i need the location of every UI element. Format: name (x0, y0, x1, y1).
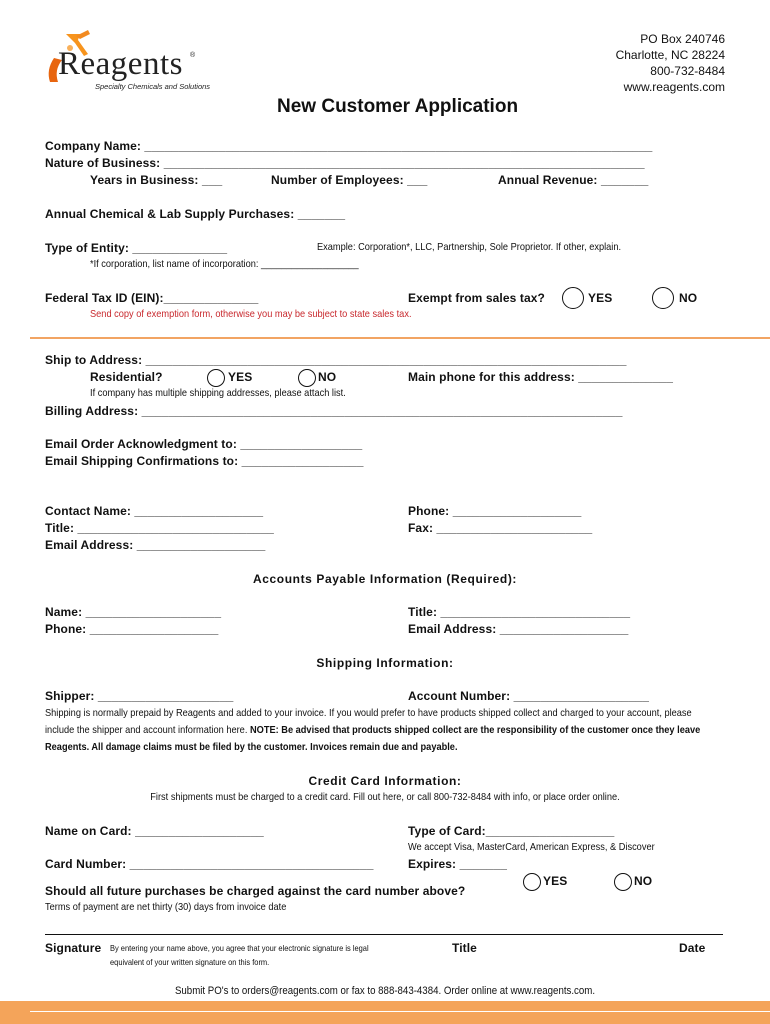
residential-no-label: NO (318, 370, 337, 384)
exempt-no-radio[interactable] (652, 287, 674, 309)
shipper-field[interactable]: Shipper: ____________________ (45, 689, 234, 703)
company-name-field[interactable]: Company Name: ___________________________________________________________________________ (45, 139, 653, 153)
contact-email-field[interactable]: Email Address: ___________________ (45, 538, 266, 552)
future-yes-label: YES (543, 874, 568, 888)
address-line2: Charlotte, NC 28224 (615, 48, 725, 62)
residential-yes-radio[interactable] (207, 369, 225, 387)
signature-note-line1: By entering your name above, you agree that your electronic signature is legal (110, 943, 369, 953)
company-logo: Reagents ® Specialty Chemicals and Solutions (40, 30, 215, 94)
annual-revenue-field[interactable]: Annual Revenue: _______ (498, 173, 649, 187)
ap-title-field[interactable]: Title: ____________________________ (408, 605, 631, 619)
signature-label: Signature (45, 941, 102, 955)
exempt-label: Exempt from sales tax? (408, 291, 545, 305)
logo-wordmark: Reagents (58, 46, 183, 82)
exempt-no-label: NO (679, 291, 698, 305)
address-web: www.reagents.com (623, 80, 725, 94)
nature-of-business-field[interactable]: Nature of Business: _______________________________________________________________________ (45, 156, 645, 170)
number-of-employees-field[interactable]: Number of Employees: ___ (271, 173, 428, 187)
contact-phone-field[interactable]: Phone: ___________________ (408, 504, 582, 518)
address-line1: PO Box 240746 (640, 32, 725, 46)
footer-text-content: Submit PO's to orders@reagents.com or fax to 888-843-4384. Order online at www.reagents.com. (174, 985, 596, 997)
signature-line[interactable] (45, 934, 723, 935)
exempt-yes-radio[interactable] (562, 287, 584, 309)
name-on-card-field[interactable]: Name on Card: ___________________ (45, 824, 264, 838)
shipping-paragraph-text: Shipping is normally prepaid by Reagents and added to your invoice. If you would prefer to have products shipped collect and charged to your account, please include the shipper and account information here. (45, 707, 692, 736)
contact-name-field[interactable]: Contact Name: ___________________ (45, 504, 264, 518)
accepted-cards: We accept Visa, MasterCard, American Express, & Discover (408, 841, 655, 853)
shipping-paragraph-note: NOTE: Be advised that products shipped collect are the responsibility of the customer once they leave Reagents. All damage claims must be filed by the customer. Invoices remain due and payable. (45, 724, 701, 753)
ap-email-field[interactable]: Email Address: ___________________ (408, 622, 629, 636)
contact-title-field[interactable]: Title: _____________________________ (45, 521, 274, 535)
section-divider (30, 337, 770, 339)
future-no-radio[interactable] (614, 873, 632, 891)
exempt-yes-label: YES (588, 291, 613, 305)
credit-card-heading: Credit Card Information: (308, 774, 462, 788)
card-number-field[interactable]: Card Number: ____________________________________ (45, 857, 374, 871)
account-number-field[interactable]: Account Number: ____________________ (408, 689, 650, 703)
billing-address-field[interactable]: Billing Address: _______________________________________________________________________ (45, 404, 623, 418)
contact-fax-field[interactable]: Fax: _______________________ (408, 521, 593, 535)
signature-note (110, 941, 369, 969)
type-of-entity-field[interactable]: Type of Entity: ______________ (45, 241, 228, 255)
residential-no-radio[interactable] (298, 369, 316, 387)
ap-phone-field[interactable]: Phone: ___________________ (45, 622, 219, 636)
main-phone-field[interactable]: Main phone for this address: ______________ (408, 370, 674, 384)
ship-to-address-field[interactable]: Ship to Address: _______________________________________________________________________ (45, 353, 627, 367)
ap-name-field[interactable]: Name: ____________________ (45, 605, 222, 619)
future-yes-radio[interactable] (523, 873, 541, 891)
address-phone: 800-732-8484 (650, 64, 725, 78)
email-shipping-conf-field[interactable]: Email Shipping Confirmations to: __________________ (45, 454, 364, 468)
page-title: New Customer Application (277, 96, 519, 117)
years-in-business-field[interactable]: Years in Business: ___ (90, 173, 223, 187)
shipping-info-heading: Shipping Information: (316, 656, 454, 670)
incorporation-name-field[interactable]: *If corporation, list name of incorporation: ___________________ (90, 258, 359, 270)
credit-card-intro (118, 791, 651, 803)
exemption-note: Send copy of exemption form, otherwise you may be subject to state sales tax. (90, 308, 412, 320)
ap-heading: Accounts Payable Information (Required): (252, 572, 518, 586)
email-order-ack-field[interactable]: Email Order Acknowledgment to: __________________ (45, 437, 363, 451)
annual-purchases-field[interactable]: Annual Chemical & Lab Supply Purchases: _______ (45, 207, 346, 221)
residential-yes-label: YES (228, 370, 253, 384)
federal-tax-id-field[interactable]: Federal Tax ID (EIN):______________ (45, 291, 259, 305)
company-address (616, 31, 725, 95)
signature-date-label: Date (679, 941, 706, 955)
footer-bar (0, 1001, 770, 1024)
residential-label: Residential? (90, 370, 163, 384)
footer-text (146, 985, 623, 997)
credit-card-intro-text: First shipments must be charged to a credit card. Fill out here, or call 800-732-8484 with info, or place order online. (150, 791, 620, 803)
entity-example: Example: Corporation*, LLC, Partnership, Sole Proprietor. If other, explain. (317, 241, 622, 253)
future-no-label: NO (634, 874, 653, 888)
logo-tagline: Specialty Chemicals and Solutions (95, 82, 211, 91)
type-of-card-field[interactable]: Type of Card:___________________ (408, 824, 615, 838)
future-purchases-question: Should all future purchases be charged against the card number above? (45, 884, 466, 898)
multiple-addresses-note: If company has multiple shipping addresses, please attach list. (90, 387, 346, 399)
shipping-paragraph (45, 705, 723, 756)
signature-title-label: Title (452, 941, 477, 955)
expires-field[interactable]: Expires: _______ (408, 857, 508, 871)
payment-terms: Terms of payment are net thirty (30) days from invoice date (45, 901, 287, 913)
signature-note-line2: equivalent of your written signature on this form. (110, 957, 270, 967)
